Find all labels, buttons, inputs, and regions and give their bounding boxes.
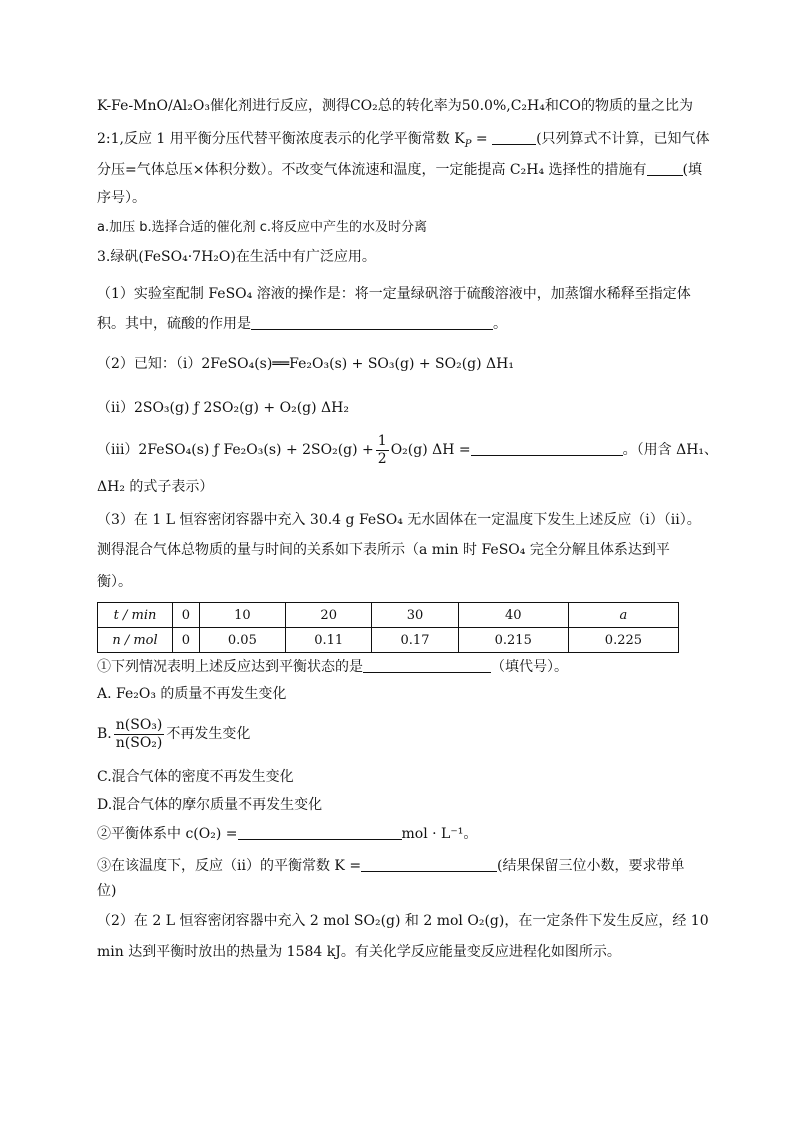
text-line-2-c: (只列算式不计算，已知气体 (536, 131, 710, 147)
text-line-2 (97, 129, 710, 149)
table-cell: 10 (199, 603, 285, 628)
subquestion-2 (97, 824, 477, 844)
text-line-1-content: K-Fe-MnO/Al₂O₃催化剂进行反应，测得CO₂总的转化率为50.0%,C₂H₄和CO的物质的量之比为 (97, 98, 694, 114)
answer-blank-delta-h[interactable] (471, 441, 623, 456)
table-row (98, 628, 679, 653)
subquestion-1-a: ①下列情况表明上述反应达到平衡状态的是 (97, 659, 363, 675)
option-b-suffix: 不再发生变化 (166, 726, 251, 742)
table-cell: 0.215 (458, 628, 568, 653)
option-b (97, 714, 250, 754)
text-line-15-content: 衡）。 (97, 574, 132, 590)
part-2-line-2-content: min 达到平衡时放出的热量为 1584 kJ。有关化学反应能量变反应进程化如图所示。 (97, 944, 621, 960)
table-header-cell: n / mol (98, 628, 173, 653)
ratio-fraction (114, 717, 165, 752)
table-cell: 0.11 (286, 628, 372, 653)
subquestion-3-a: ③在该温度下，反应（ii）的平衡常数 K = (97, 858, 362, 874)
table-row (98, 603, 679, 628)
subquestion-1-b: （填代号）。 (491, 659, 568, 675)
text-line-8 (97, 314, 507, 334)
text-line-3 (97, 160, 702, 180)
equation-i (97, 354, 514, 374)
answer-blank-measure[interactable] (647, 161, 683, 176)
options-content: a.加压 b.选择合适的催化剂 c.将反应中产生的水及时分离 (97, 220, 428, 235)
text-line-8-b: 。 (493, 316, 507, 332)
part-2-line-1 (97, 911, 709, 931)
subquestion-2-b: mol · L⁻¹。 (401, 826, 478, 842)
equation-iii-a: （iii）2FeSO₄(s) ƒ Fe₂O₃(s) + 2SO₂(g) + (97, 442, 374, 458)
time-amount-table (97, 602, 679, 653)
answer-blank-acid-role[interactable] (251, 315, 493, 330)
option-a (97, 684, 286, 704)
table-cell: 0 (173, 603, 200, 628)
subquestion-1 (97, 657, 568, 677)
table-header-cell: t / min (98, 603, 173, 628)
subquestion-3 (97, 856, 685, 876)
part-2-line-1-content: （2）在 2 L 恒容密闭容器中充入 2 mol SO₂(g) 和 2 mol O₂(g)，在一定条件下发生反应，经 10 (97, 913, 709, 929)
kp-subscript: P (464, 138, 472, 150)
text-line-3-a: 分压=气体总压×体积分数）。不改变气体流速和温度，一定能提高 C₂H₄ 选择性的措施有 (97, 162, 647, 178)
table-cell: 0.05 (199, 628, 285, 653)
option-b-prefix: B. (97, 726, 112, 742)
ratio-numerator: n(SO₃) (115, 716, 163, 733)
text-line-1 (97, 96, 693, 116)
text-line-14-content: 测得混合气体总物质的量与时间的关系如下表所示（a min 时 FeSO₄ 完全分解且体系达到平 (97, 542, 670, 558)
text-line-3-b: (填 (682, 162, 702, 178)
part-2-line-2 (97, 942, 621, 962)
fraction-numerator: 1 (377, 432, 387, 449)
option-c-content: C.混合气体的密度不再发生变化 (97, 769, 294, 785)
answer-blank-o2-concentration[interactable] (238, 825, 402, 840)
table-cell: 0.17 (372, 628, 458, 653)
text-line-12 (97, 477, 213, 497)
ratio-denominator: n(SO₂) (115, 734, 163, 751)
answer-blank-kp[interactable] (492, 130, 536, 145)
option-d-content: D.混合气体的摩尔质量不再发生变化 (97, 797, 323, 813)
text-line-4-content: 序号）。 (97, 190, 146, 206)
subquestion-3-c: 位) (97, 883, 117, 899)
text-line-13-content: （3）在 1 L 恒容密闭容器中充入 30.4 g FeSO₄ 无水固体在一定温度下发生上述反应（i）（ii）。 (97, 512, 701, 528)
table-cell: 0 (173, 628, 200, 653)
options-line (97, 218, 427, 238)
answer-blank-equilibrium[interactable] (363, 658, 491, 673)
table-cell: 40 (458, 603, 568, 628)
subquestion-3-b: (结果保留三位小数，要求带单 (497, 858, 685, 874)
question-3-heading (97, 247, 376, 267)
fraction-denominator: 2 (377, 450, 387, 467)
subquestion-2-a: ②平衡体系中 c(O₂) = (97, 826, 238, 842)
table-cell: 20 (286, 603, 372, 628)
subquestion-3-cont (97, 881, 116, 901)
equation-iii-c: 。（用含 ΔH₁、 (622, 442, 719, 458)
equation-iii (97, 430, 718, 470)
table-cell: 30 (372, 603, 458, 628)
text-line-2-a: 2:1,反应 1 用平衡分压代替平衡浓度表示的化学平衡常数 K (97, 131, 465, 147)
fraction-one-half (376, 433, 389, 468)
text-line-12-content: ΔH₂ 的式子表示） (97, 479, 214, 495)
option-d (97, 795, 322, 815)
table-cell: a (568, 603, 678, 628)
table-cell: 0.225 (568, 628, 678, 653)
text-line-7-content: （1）实验室配制 FeSO₄ 溶液的操作是：将一定量绿矾溶于硫酸溶液中，加蒸馏水稀释至指定体 (97, 286, 691, 302)
equation-iii-b: O₂(g) ΔH = (390, 442, 471, 458)
equation-ii-content: （ii）2SO₃(g) ƒ 2SO₂(g) + O₂(g) ΔH₂ (97, 400, 349, 416)
answer-blank-k-value[interactable] (361, 857, 497, 872)
option-a-content: A. Fe₂O₃ 的质量不再发生变化 (97, 686, 287, 702)
option-c (97, 767, 294, 787)
text-line-2-b: = (471, 131, 493, 147)
text-line-15 (97, 572, 132, 592)
text-line-13 (97, 510, 701, 530)
text-line-4 (97, 188, 146, 208)
text-line-7 (97, 284, 691, 304)
text-line-14 (97, 540, 670, 560)
equation-ii (97, 398, 349, 418)
text-line-8-a: 积。其中，硫酸的作用是 (97, 316, 251, 332)
question-3-heading-content: 3.绿矾(FeSO₄·7H₂O)在生活中有广泛应用。 (97, 249, 376, 265)
equation-i-content: （2）已知：（i）2FeSO₄(s)══Fe₂O₃(s) + SO₃(g) + SO₂(g) ΔH₁ (97, 356, 514, 372)
